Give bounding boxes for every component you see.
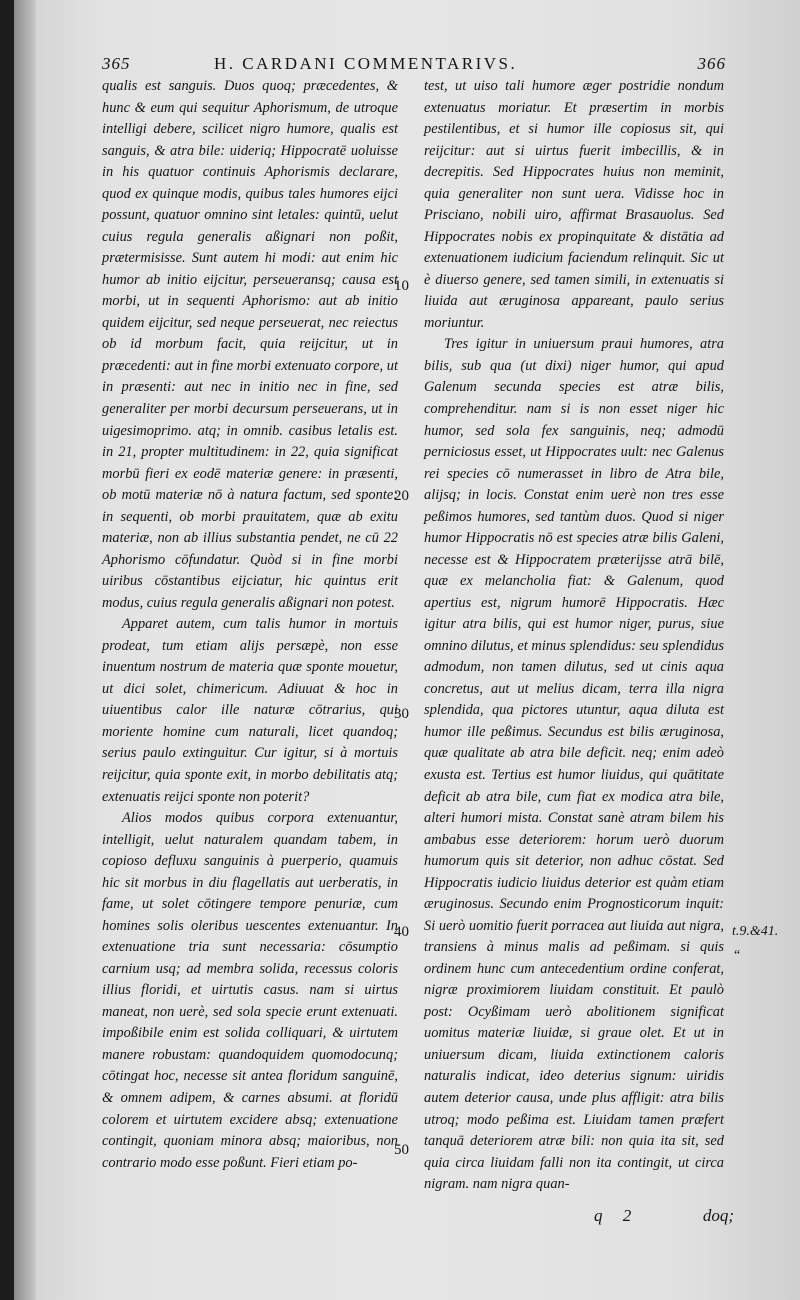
right-paragraph-2: Tres igitur in uniuersum praui humores, atra bilis, sub qua (ut dixi) niger humor, qui apud Galenum secunda species est atræ bilis, comprehenditur. nam si is non esset niger hic humor, sed sola fex sanguinis, neq; admodū perniciosus esset, ut Hippocrates uult: nec Galenus rei species cō numerasset in libro de Atra bile, alijsq; in locis. Constat enim uerè non tres esse peßimos humores, sed tantùm duos. Quod si niger humor Hippocratis nō est species atræ bilis Galeni, necesse est & Hippocratem præterijsse atrā bilē, quæ ex melancholia fiat: & Galenum, quod apertius est, nigrum humorē Hippocratis. Hæc igitur atra bilis, qui est humor niger, purus, siue omnino dilutus, et minus splendidus: seu splendidus admodum, non tamen dilutus, sed ut cinis aqua concretus, aut ut melius dicam, terra illa nigra splendida, qua pictores utuntur, aqua diluta est humor ille peßimus. Secundus est bilis æruginosa, quæ qualitate ab atra bile deficit. neq; enim adeò exusta est. Tertius est humor liuidus, qui quātitate deficit ab atra bile, cum fiat ex modica atra bile, alteri humori mista. Constat sanè atram bilem his ambabus esse deteriorem: horum uerò duorum humorum quis sit deterior, non adhuc cōstat. Sed Hippocratis iudicio liuidus deterior est quàm etiam æruginosus. Secundo enim Prognosticorum inquit: Si uerò uomitio fuerit porracea aut liuida aut nigra, transiens à minus malis ad peßimam. si quis ordinem hunc cum antecedentium ordine conferat, nigræ proximiorem liuidam constituit. Et paulò post: Ocyßimam uerò abolitionem significat uomitus materiæ liuidæ, si graue olet. Et ut in uniuersum dicam, liuida extinctionem caloris naturalis indicat, ideo deterius signum: uiridis autem deterior causa, unde plus affligit: atra bilis utroq; modo peßima est. Liuidam tamen præfert tanquā deteriorem atræ bili: non quia ita sit, sed quia circa liuidam falli non ita contingit, ut circa nigram. nam nigra quan- — [424, 336, 724, 1193]
line-number-50: 50 — [394, 1142, 409, 1158]
line-number-30: 30 — [394, 706, 409, 722]
book-page — [14, 0, 800, 1300]
left-paragraph-3: Alios modos quibus corpora extenuantur, intelligit, uelut naturalem quandam tabem, in copioso defluxu sanguinis à puerperio, quamuis hic sit morbus in diu flagellatis aut uerberatis, in fame, ut solet cōtingere tempore penuriæ, cum homines solis oleribus uescentes extenuantur. In extenuatione tria sunt necessaria: cōsumptio carnium usq; ad membra solida, recessus coloris illius floridi, et uirtutis casus. nam si uirtus maneat, non uerè, sed sola specie erunt extenuati. impoßibile enim est solida colliquari, & uirtutem manere robustam: quandoquidem quomodocunq; cōtingat hoc, necesse sit antea floridum sanguinē, & omnem adipem, & carnes absumi. at floridū colorem et uirtutem excidere absq; extenuatione contingit, quoniam minora absq; maioribus, non contrario modo esse poßunt. Fieri etiam po- — [102, 810, 398, 1171]
line-number-40: 40 — [394, 924, 409, 940]
left-paragraph-2: Apparet autem, cum talis humor in mortuis prodeat, tum etiam alijs persæpè, non esse inuentum nostrum de materia quæ sponte mouetur, ut dici solet, chimericum. Adiuuat & hoc in uiuentibus calor ille naturæ cōtrarius, qui moriente homine cum naturali, licet quandoq; serius paulo extinguitur. Cur igitur, si à mortuis reijcitur, quia sponte exit, in morbo debilitatis atq; extenuatis reijci sponte non poterit? — [102, 616, 398, 805]
margin-reference: t.9.&41. — [732, 924, 779, 939]
line-number-10: 10 — [394, 278, 409, 294]
catchword: doq; — [702, 1206, 734, 1225]
left-column — [102, 76, 398, 1174]
page-footer — [594, 1206, 734, 1230]
page-number-right: 366 — [697, 54, 726, 73]
running-title: H. CARDANI COMMENTARIVS. — [214, 54, 518, 73]
signature-mark: q 2 — [594, 1206, 640, 1225]
page-gutter — [14, 0, 36, 1300]
page-number-left: 365 — [102, 54, 131, 73]
line-number-20: 20 — [394, 488, 409, 504]
right-paragraph-1: test, ut uiso tali humore æger postridie nondum extenuatus moriatur. Et præsertim in morbis pestilentibus, et si humor ille copiosus sit, qui reijcitur: aut si uirtus fuerit imbecillis, & in decrepitis. Sed Hippocrates huius non meminit, quia generaliter non sunt uera. Vidisse hoc in Prisciano, nobili uiro, affirmat Brasauolus. Sed Hippocrates nobis ex propinquitate & distātia ad extenuationem iudicium faciendum relinquit. Sic ut è diuerso genere, sed tamen simili, in extenuatis si liuida aut æruginosa appareant, paulo serius moriuntur. — [424, 78, 724, 331]
right-column — [424, 76, 724, 1196]
margin-quote-mark: “ — [734, 948, 741, 963]
left-paragraph-1: qualis est sanguis. Duos quoq; præcedentes, & hunc & eum qui sequitur Aphorismum, de utroque intelligi debere, scilicet nigro humore, qualis est sanguis, & atra bile: uideriq; Hippocratē uoluisse in his quatuor continuis Aphorismis declarare, quod ex quinque modis, quibus tales humores eijci possunt, quatuor omnino sint letales: quintū, uelut cuius regula generalis aßignari non poßit, prætermisisse. Sunt autem hi modi: aut enim hic humor ab initio eijcitur, perseueransq; causa est morbi, ut in sequenti Aphorismo: aut ab initio quidem eijcitur, sed neque perseuerat, nec reiectus ob id morbum facit, quia reijcitur, ut in præcedenti: aut in fine morbi extenuato corpore, ut in præsenti: aut nec in initio nec in fine, sed generaliter per morbi decursum perseuerans, ut in uigesimoprimo. atq; in omnib. casibus letalis est. in 21, propter multitudinem: in 22, quia significat morbū fieri ex eodē materiæ genere: in præsenti, ob motū materiæ nō à natura factum, sed sponte: in sequenti, ob morbi prauitatem, quæ ab exitu materiæ, non ab illius substantia pendet, ne cū 22 Aphorismo cōfundatur. Quòd si in fine morbi uiribus cōstantibus eijciatur, hic quintus erit modus, cuius regula generalis aßignari non potest. — [102, 78, 398, 611]
